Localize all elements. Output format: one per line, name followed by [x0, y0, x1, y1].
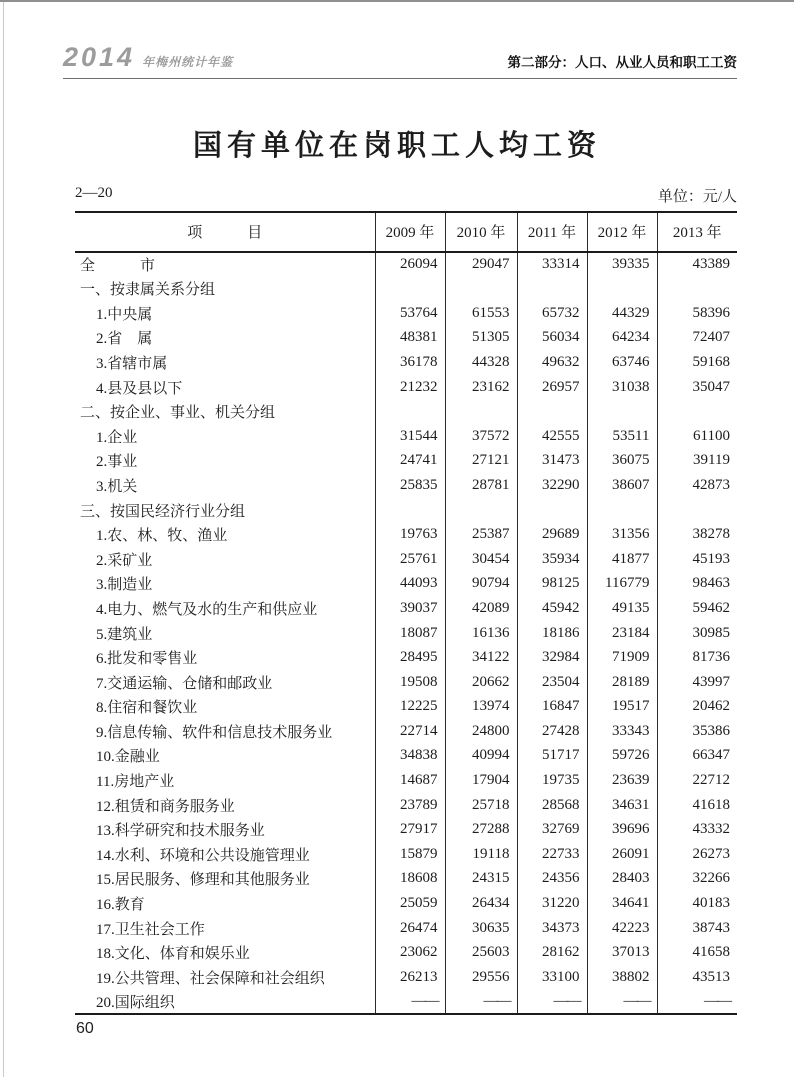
- cell-value: [517, 399, 587, 424]
- row-label: 14.水利、环境和公共设施管理业: [96, 847, 310, 864]
- cell-value: 19735: [517, 768, 587, 793]
- logo-suffix-text: 年梅州统计年鉴: [142, 55, 234, 69]
- table-row: [75, 817, 737, 842]
- cell-value: 81736: [657, 645, 737, 670]
- cell-value: 14687: [375, 768, 445, 793]
- row-label: 三、按国民经济行业分组: [80, 503, 246, 520]
- table-row: [75, 842, 737, 867]
- row-label: 20.国际组织: [96, 994, 175, 1011]
- cell-value: 65732: [517, 301, 587, 326]
- cell-value: 19118: [445, 842, 517, 867]
- cell-value: 43389: [657, 252, 737, 277]
- cell-value: 15879: [375, 842, 445, 867]
- cell-value: 30985: [657, 621, 737, 646]
- table-body: [75, 252, 737, 1014]
- table-row: [75, 424, 737, 449]
- cell-value: 32266: [657, 867, 737, 892]
- cell-value: 25059: [375, 891, 445, 916]
- row-label: 3.省辖市属: [96, 355, 168, 372]
- row-label: 2.省 属: [96, 331, 153, 348]
- table-row: [75, 276, 737, 301]
- table-row: [75, 375, 737, 400]
- cell-value: 66347: [657, 744, 737, 769]
- cell-value: 64234: [587, 326, 657, 351]
- cell-value: 26474: [375, 916, 445, 941]
- cell-value: [587, 498, 657, 523]
- cell-value: 98125: [517, 572, 587, 597]
- row-label: 12.租赁和商务服务业: [96, 798, 235, 815]
- table-meta-row: [75, 185, 737, 206]
- cell-value: 61553: [445, 301, 517, 326]
- cell-value: 26091: [587, 842, 657, 867]
- cell-value: 31220: [517, 891, 587, 916]
- cell-value: 24741: [375, 449, 445, 474]
- column-header-year: 2013 年: [657, 212, 737, 252]
- cell-value: 25718: [445, 793, 517, 818]
- cell-value: 42873: [657, 473, 737, 498]
- cell-value: 116779: [587, 572, 657, 597]
- table-row: [75, 719, 737, 744]
- cell-value: 19763: [375, 522, 445, 547]
- cell-value: 38278: [657, 522, 737, 547]
- table-row: [75, 572, 737, 597]
- table-header-row: [75, 212, 737, 252]
- cell-value: 98463: [657, 572, 737, 597]
- cell-value: 28162: [517, 940, 587, 965]
- cell-value: 39119: [657, 449, 737, 474]
- cell-value: [587, 399, 657, 424]
- table-row: [75, 768, 737, 793]
- cell-value: 35934: [517, 547, 587, 572]
- cell-value: 16847: [517, 694, 587, 719]
- cell-value: 32769: [517, 817, 587, 842]
- section-header: 第二部分：人口、从业人员和职工工资: [507, 55, 737, 70]
- cell-value: ——: [657, 990, 737, 1015]
- row-label: 二、按企业、事业、机关分组: [80, 405, 276, 422]
- table-row: [75, 670, 737, 695]
- cell-value: 29047: [445, 252, 517, 277]
- cell-value: 44093: [375, 572, 445, 597]
- table-row: [75, 990, 737, 1015]
- cell-value: 30454: [445, 547, 517, 572]
- table-row: [75, 965, 737, 990]
- cell-value: 33100: [517, 965, 587, 990]
- cell-value: 26213: [375, 965, 445, 990]
- cell-value: [445, 276, 517, 301]
- cell-value: 48381: [375, 326, 445, 351]
- cell-value: 38802: [587, 965, 657, 990]
- cell-value: 71909: [587, 645, 657, 670]
- cell-value: 25387: [445, 522, 517, 547]
- page-title: 国有单位在岗职工人均工资: [192, 130, 601, 162]
- cell-value: 38607: [587, 473, 657, 498]
- cell-value: [587, 276, 657, 301]
- table-row: [75, 252, 737, 277]
- cell-value: 18608: [375, 867, 445, 892]
- cell-value: 31038: [587, 375, 657, 400]
- cell-value: 27288: [445, 817, 517, 842]
- cell-value: 41658: [657, 940, 737, 965]
- table-row: [75, 473, 737, 498]
- cell-value: [517, 498, 587, 523]
- cell-value: 19508: [375, 670, 445, 695]
- cell-value: 16136: [445, 621, 517, 646]
- row-label: 6.批发和零售业: [96, 651, 198, 668]
- cell-value: 51305: [445, 326, 517, 351]
- cell-value: 26094: [375, 252, 445, 277]
- cell-value: 30635: [445, 916, 517, 941]
- cell-value: 28403: [587, 867, 657, 892]
- column-header-item: 项 目: [75, 212, 375, 252]
- page-number: 60: [76, 1020, 94, 1037]
- cell-value: 28189: [587, 670, 657, 695]
- cell-value: 35386: [657, 719, 737, 744]
- cell-value: 23184: [587, 621, 657, 646]
- cell-value: 23639: [587, 768, 657, 793]
- cell-value: 31473: [517, 449, 587, 474]
- cell-value: 49135: [587, 596, 657, 621]
- cell-value: 21232: [375, 375, 445, 400]
- row-label: 1.农、林、牧、渔业: [96, 528, 228, 545]
- cell-value: 61100: [657, 424, 737, 449]
- cell-value: 23062: [375, 940, 445, 965]
- cell-value: 37572: [445, 424, 517, 449]
- cell-value: 12225: [375, 694, 445, 719]
- cell-value: ——: [375, 990, 445, 1015]
- table-row: [75, 621, 737, 646]
- cell-value: 24800: [445, 719, 517, 744]
- yearbook-logo: [63, 42, 233, 73]
- table-row: [75, 399, 737, 424]
- cell-value: [375, 399, 445, 424]
- cell-value: 20662: [445, 670, 517, 695]
- cell-value: [445, 498, 517, 523]
- row-label: 1.中央属: [96, 306, 153, 323]
- row-label: 1.企业: [96, 429, 138, 446]
- cell-value: 23504: [517, 670, 587, 695]
- cell-value: 38743: [657, 916, 737, 941]
- cell-value: 44328: [445, 350, 517, 375]
- cell-value: 34373: [517, 916, 587, 941]
- cell-value: 56034: [517, 326, 587, 351]
- cell-value: 39037: [375, 596, 445, 621]
- cell-value: [657, 276, 737, 301]
- cell-value: 22733: [517, 842, 587, 867]
- table-row: [75, 301, 737, 326]
- row-label: 4.县及县以下: [96, 380, 183, 397]
- cell-value: 27917: [375, 817, 445, 842]
- table-row: [75, 744, 737, 769]
- table-row: [75, 326, 737, 351]
- cell-value: 90794: [445, 572, 517, 597]
- table-row: [75, 867, 737, 892]
- cell-value: 51717: [517, 744, 587, 769]
- cell-value: 26273: [657, 842, 737, 867]
- cell-value: 18087: [375, 621, 445, 646]
- row-label: 16.教育: [96, 897, 145, 914]
- cell-value: 59462: [657, 596, 737, 621]
- column-header-year: 2010 年: [445, 212, 517, 252]
- cell-value: 23789: [375, 793, 445, 818]
- cell-value: [375, 276, 445, 301]
- table-row: [75, 645, 737, 670]
- cell-value: 22714: [375, 719, 445, 744]
- cell-value: 34122: [445, 645, 517, 670]
- table-header: [75, 212, 737, 252]
- cell-value: 42089: [445, 596, 517, 621]
- row-label: 18.文化、体育和娱乐业: [96, 946, 250, 963]
- cell-value: 34838: [375, 744, 445, 769]
- table-row: [75, 596, 737, 621]
- cell-value: 41877: [587, 547, 657, 572]
- cell-value: 36178: [375, 350, 445, 375]
- cell-value: 59168: [657, 350, 737, 375]
- column-header-year: 2012 年: [587, 212, 657, 252]
- cell-value: 59726: [587, 744, 657, 769]
- cell-value: [657, 399, 737, 424]
- row-label: 11.房地产业: [96, 774, 175, 791]
- cell-value: 42223: [587, 916, 657, 941]
- row-label: 15.居民服务、修理和其他服务业: [96, 872, 310, 889]
- cell-value: 27121: [445, 449, 517, 474]
- cell-value: 17904: [445, 768, 517, 793]
- cell-value: 13974: [445, 694, 517, 719]
- cell-value: [375, 498, 445, 523]
- wage-table: [75, 211, 737, 1015]
- cell-value: 28568: [517, 793, 587, 818]
- cell-value: 28781: [445, 473, 517, 498]
- cell-value: 25835: [375, 473, 445, 498]
- cell-value: 19517: [587, 694, 657, 719]
- table-row: [75, 916, 737, 941]
- cell-value: 32290: [517, 473, 587, 498]
- cell-value: 49632: [517, 350, 587, 375]
- cell-value: 22712: [657, 768, 737, 793]
- cell-value: 39335: [587, 252, 657, 277]
- cell-value: 37013: [587, 940, 657, 965]
- table-row: [75, 350, 737, 375]
- row-label: 19.公共管理、社会保障和社会组织: [96, 970, 325, 987]
- cell-value: 28495: [375, 645, 445, 670]
- logo-year-text: 2014: [63, 42, 136, 72]
- row-label: 全 市: [80, 258, 156, 275]
- cell-value: 33343: [587, 719, 657, 744]
- cell-value: 58396: [657, 301, 737, 326]
- cell-value: 29689: [517, 522, 587, 547]
- table-row: [75, 694, 737, 719]
- cell-value: 36075: [587, 449, 657, 474]
- cell-value: 40994: [445, 744, 517, 769]
- table-row: [75, 498, 737, 523]
- cell-value: 43997: [657, 670, 737, 695]
- cell-value: 20462: [657, 694, 737, 719]
- cell-value: 45193: [657, 547, 737, 572]
- table-row: [75, 940, 737, 965]
- unit-label: 单位：元/人: [657, 188, 737, 205]
- cell-value: 39696: [587, 817, 657, 842]
- cell-value: 23162: [445, 375, 517, 400]
- cell-value: 26434: [445, 891, 517, 916]
- cell-value: [445, 399, 517, 424]
- table-row: [75, 891, 737, 916]
- table-row: [75, 547, 737, 572]
- cell-value: 18186: [517, 621, 587, 646]
- cell-value: [657, 498, 737, 523]
- row-label: 3.制造业: [96, 577, 153, 594]
- cell-value: 40183: [657, 891, 737, 916]
- cell-value: 34631: [587, 793, 657, 818]
- cell-value: 25761: [375, 547, 445, 572]
- cell-value: 53511: [587, 424, 657, 449]
- row-label: 9.信息传输、软件和信息技术服务业: [96, 724, 333, 741]
- cell-value: 33314: [517, 252, 587, 277]
- cell-value: 25603: [445, 940, 517, 965]
- cell-value: 45942: [517, 596, 587, 621]
- cell-value: 31356: [587, 522, 657, 547]
- cell-value: ——: [445, 990, 517, 1015]
- row-label: 7.交通运输、仓储和邮政业: [96, 675, 273, 692]
- cell-value: 31544: [375, 424, 445, 449]
- cell-value: 43332: [657, 817, 737, 842]
- cell-value: ——: [587, 990, 657, 1015]
- cell-value: 53764: [375, 301, 445, 326]
- cell-value: 32984: [517, 645, 587, 670]
- cell-value: ——: [517, 990, 587, 1015]
- running-header: [63, 42, 737, 79]
- cell-value: 24315: [445, 867, 517, 892]
- cell-value: 35047: [657, 375, 737, 400]
- row-label: 2.采矿业: [96, 552, 153, 569]
- table-row: [75, 522, 737, 547]
- cell-value: 34641: [587, 891, 657, 916]
- row-label: 5.建筑业: [96, 626, 153, 643]
- cell-value: 63746: [587, 350, 657, 375]
- row-label: 2.事业: [96, 454, 138, 471]
- cell-value: 24356: [517, 867, 587, 892]
- row-label: 8.住宿和餐饮业: [96, 700, 198, 717]
- cell-value: 43513: [657, 965, 737, 990]
- cell-value: 72407: [657, 326, 737, 351]
- column-header-year: 2009 年: [375, 212, 445, 252]
- cell-value: 29556: [445, 965, 517, 990]
- row-label: 13.科学研究和技术服务业: [96, 823, 265, 840]
- row-label: 一、按隶属关系分组: [80, 282, 216, 299]
- table-row: [75, 793, 737, 818]
- cell-value: 41618: [657, 793, 737, 818]
- row-label: 17.卫生社会工作: [96, 921, 205, 938]
- column-header-year: 2011 年: [517, 212, 587, 252]
- row-label: 4.电力、燃气及水的生产和供应业: [96, 601, 318, 618]
- table-row: [75, 449, 737, 474]
- cell-value: 26957: [517, 375, 587, 400]
- cell-value: 44329: [587, 301, 657, 326]
- row-label: 10.金融业: [96, 749, 160, 766]
- cell-value: 27428: [517, 719, 587, 744]
- row-label: 3.机关: [96, 478, 138, 495]
- cell-value: 42555: [517, 424, 587, 449]
- cell-value: [517, 276, 587, 301]
- table-number: 2—20: [75, 184, 113, 201]
